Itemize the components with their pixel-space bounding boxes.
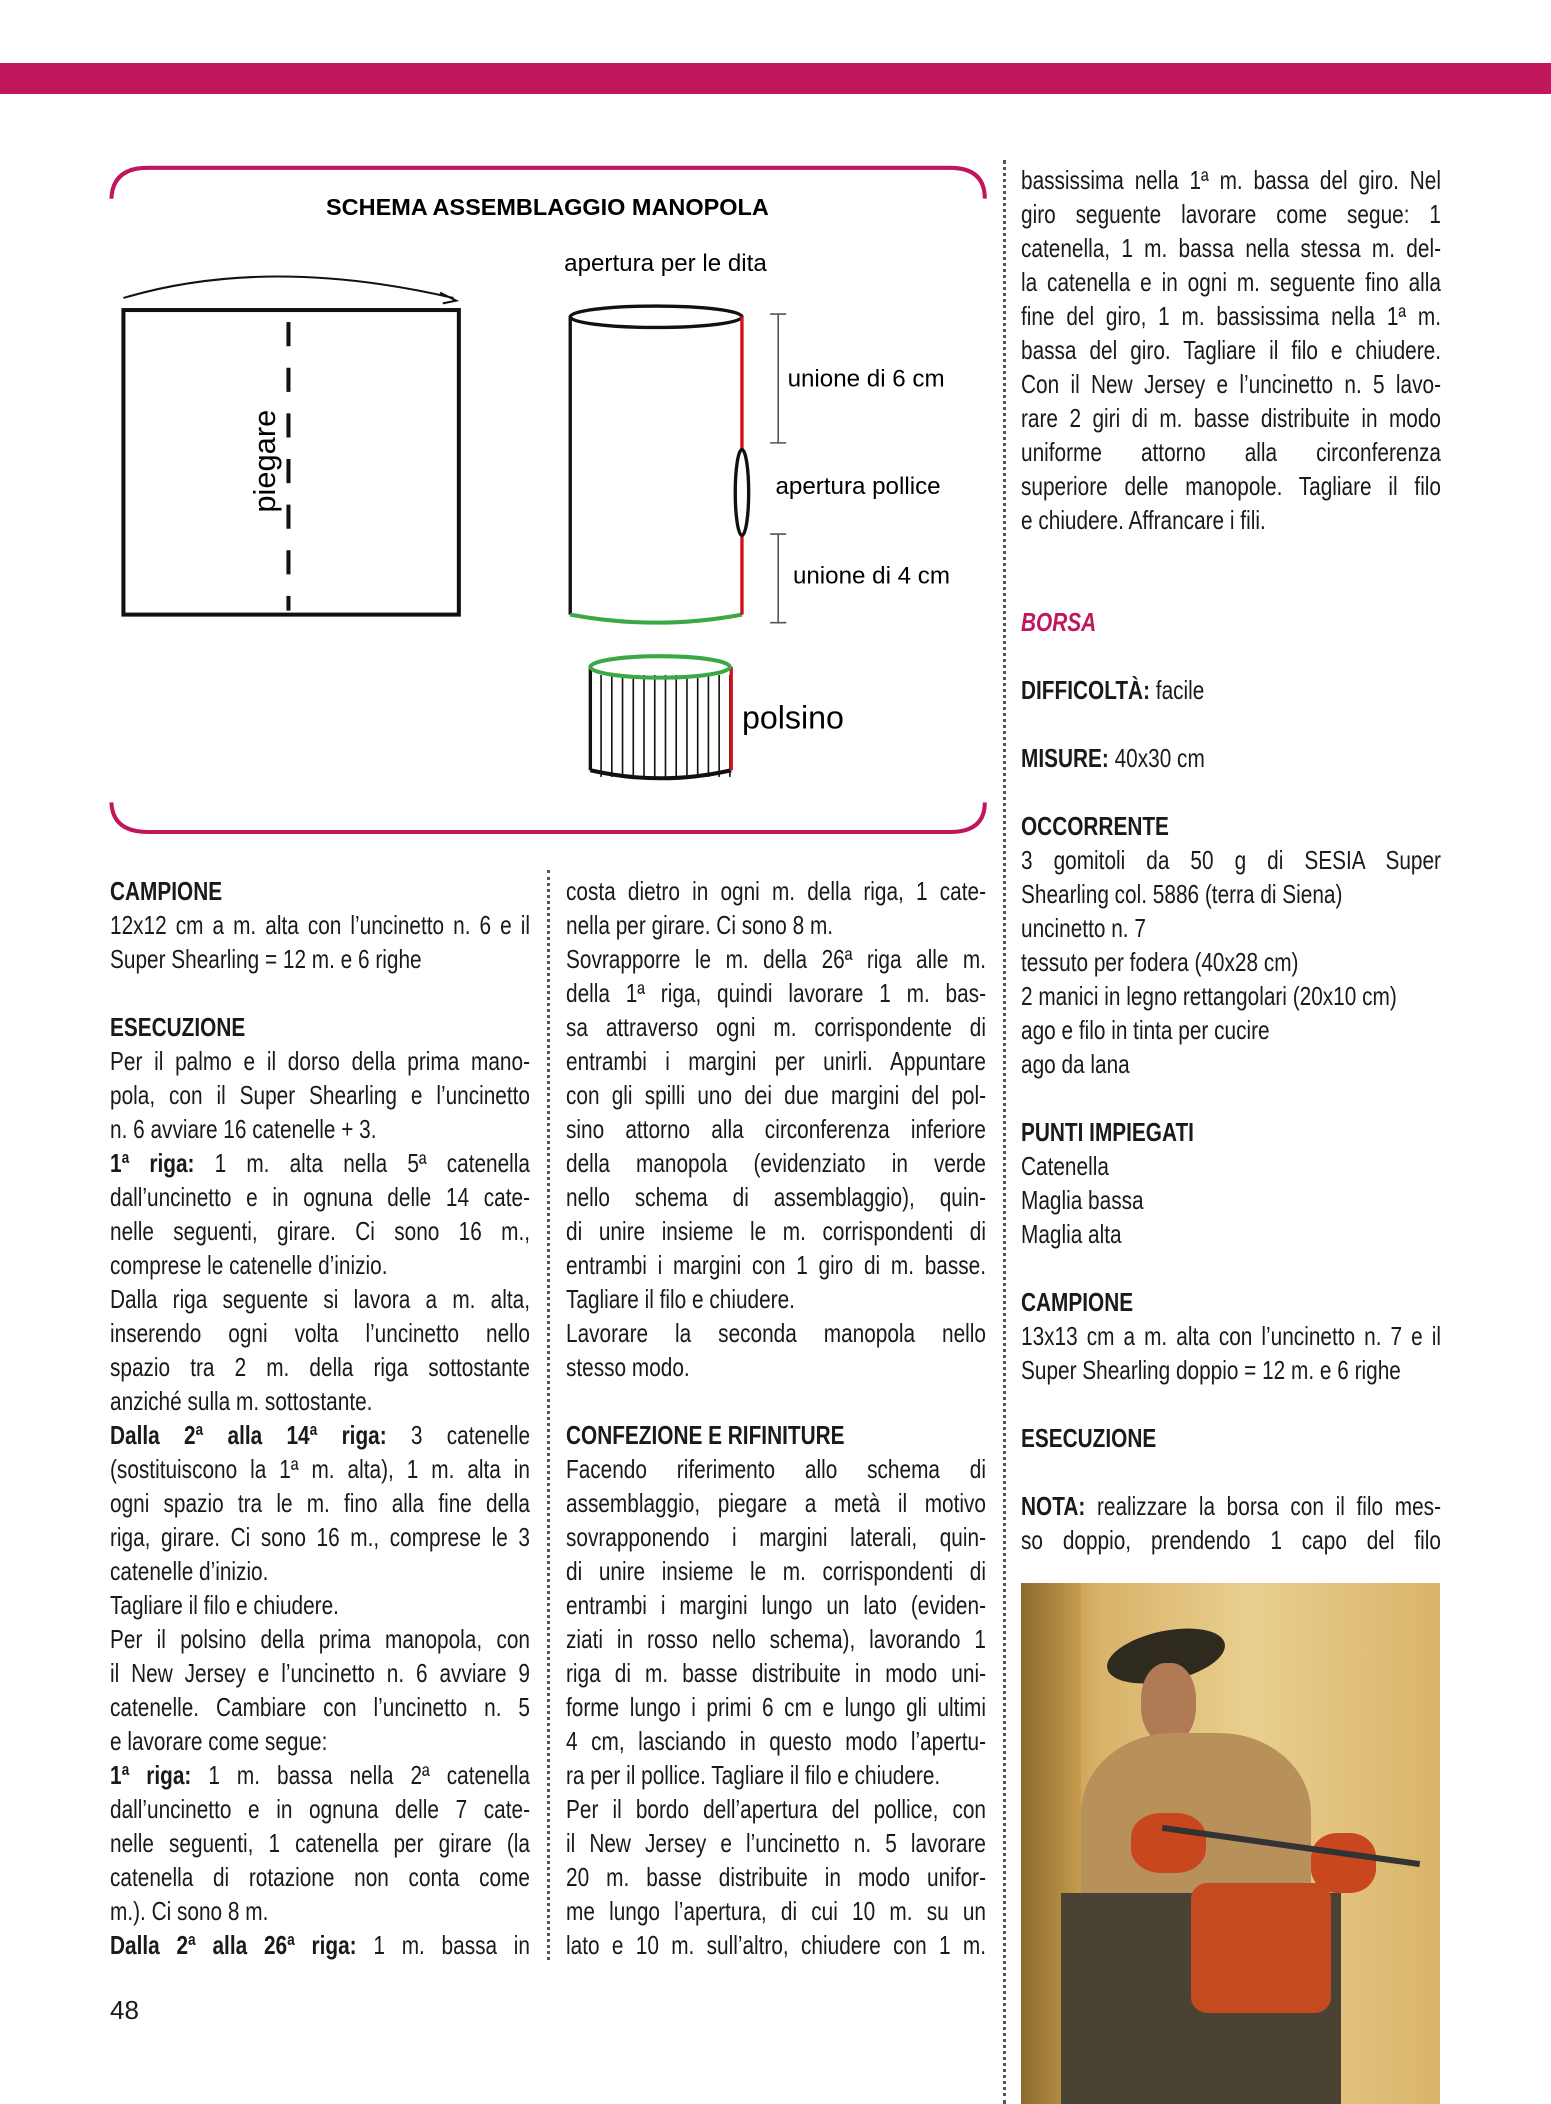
text-line: catenella, 1 m. bassa nella stessa m. del- bbox=[1021, 233, 1441, 263]
spacer bbox=[1021, 1081, 1441, 1115]
text-line: catenella di rotazione non conta come bbox=[110, 1862, 530, 1892]
text-line: rare 2 giri di m. basse distribuite in modo bbox=[1021, 403, 1441, 433]
cuff-label: polsino bbox=[741, 699, 844, 736]
bold-lead: DIFFICOLTÀ: bbox=[1021, 675, 1151, 705]
text-line: ziati in rosso nello schema), lavorando 1 bbox=[566, 1624, 986, 1654]
text-line: catenelle d’inizio. bbox=[110, 1556, 269, 1586]
text-line: n. 6 avviare 16 catenelle + 3. bbox=[110, 1114, 377, 1144]
text-line: anziché sulla m. sottostante. bbox=[110, 1386, 373, 1416]
line-text: 1 m. bassa nella 2ª catenella bbox=[191, 1760, 530, 1790]
line-text: realizzare la borsa con il filo mes- bbox=[1085, 1491, 1441, 1521]
dimension-6cm bbox=[770, 314, 786, 443]
bold-lead: Dalla 2ª alla 26ª riga: bbox=[110, 1930, 357, 1960]
text-line: di unire insieme le m. corrispondenti di bbox=[566, 1216, 986, 1246]
text-line: comprese le catenelle d’inizio. bbox=[110, 1250, 388, 1280]
text-line: riga, girare. Ci sono 16 m., comprese le 3 bbox=[110, 1522, 530, 1552]
cuff-piece bbox=[590, 656, 731, 778]
text-line bbox=[110, 1928, 530, 1962]
thumb-opening-label: apertura pollice bbox=[775, 472, 941, 500]
text-line: Tagliare il filo e chiudere. bbox=[110, 1590, 339, 1620]
text-line: Sovrapporre le m. della 26ª riga alle m. bbox=[566, 944, 986, 974]
text-line bbox=[1021, 741, 1441, 775]
thumb-opening bbox=[735, 450, 748, 536]
text-line: con gli spilli uno dei due margini del pol- bbox=[566, 1080, 986, 1110]
text-line: assemblaggio, piegare a metà il motivo bbox=[566, 1488, 986, 1518]
text-line: Maglia alta bbox=[1021, 1219, 1122, 1249]
text-line: Shearling col. 5886 (terra di Siena) bbox=[1021, 879, 1343, 909]
text-line: stesso modo. bbox=[566, 1352, 690, 1382]
text-line: Tagliare il filo e chiudere. bbox=[566, 1284, 795, 1314]
text-line: 13x13 cm a m. alta con l’uncinetto n. 7 e il bbox=[1021, 1321, 1441, 1351]
bold-lead: Dalla 2ª alla 14ª riga: bbox=[110, 1420, 387, 1450]
text-line: 12x12 cm a m. alta con l’uncinetto n. 6 e il bbox=[110, 910, 530, 940]
text-line: sa attraverso ogni m. corrispondente di bbox=[566, 1012, 986, 1042]
bag bbox=[1191, 1883, 1331, 2013]
text-line: 20 m. basse distribuite in modo unifor- bbox=[566, 1862, 986, 1892]
text-line: lato e 10 m. sull’altro, chiudere con 1 m. bbox=[566, 1930, 986, 1960]
text-line: m.). Ci sono 8 m. bbox=[110, 1896, 269, 1926]
text-line: spazio tra 2 m. della riga sottostante bbox=[110, 1352, 530, 1382]
header-color-bar bbox=[0, 63, 1551, 94]
mitten-flat-piece bbox=[123, 310, 458, 615]
line-text: 3 catenelle bbox=[386, 1420, 530, 1450]
column-divider-2 bbox=[1003, 160, 1006, 2104]
cylinder-bottom-green-seam bbox=[570, 615, 742, 623]
text-line: uniforme attorno alla circonferenza bbox=[1021, 437, 1441, 467]
text-line: Per il palmo e il dorso della prima mano- bbox=[110, 1046, 530, 1076]
text-line: il New Jersey e l’uncinetto n. 5 lavorare bbox=[566, 1828, 986, 1858]
text-line: ogni spazio tra le m. fino alla fine della bbox=[110, 1488, 530, 1518]
text-line: ago da lana bbox=[1021, 1049, 1130, 1079]
text-line: Per il polsino della prima manopola, con bbox=[110, 1624, 530, 1654]
text-line: di unire insieme le m. corrispondenti di bbox=[566, 1556, 986, 1586]
bold-lead: MISURE: bbox=[1021, 743, 1109, 773]
text-line: 3 gomitoli da 50 g di SESIA Super bbox=[1021, 845, 1441, 875]
section-heading: BORSA bbox=[1021, 607, 1097, 637]
text-line: forme lungo i primi 6 cm e lungo gli ultimi bbox=[566, 1692, 986, 1722]
spacer bbox=[1021, 707, 1441, 741]
text-line: me lungo l’apertura, di cui 10 m. su un bbox=[566, 1896, 986, 1926]
text-line: dall’uncinetto e in ognuna delle 14 cate- bbox=[110, 1182, 530, 1212]
bold-lead: 1ª riga: bbox=[110, 1760, 192, 1790]
text-line: Super Shearling doppio = 12 m. e 6 righe bbox=[1021, 1355, 1401, 1385]
text-line: riga di m. basse distribuite in modo uni- bbox=[566, 1658, 986, 1688]
spacer bbox=[1021, 537, 1441, 571]
text-line bbox=[110, 1418, 530, 1452]
section-heading: CAMPIONE bbox=[110, 876, 223, 906]
text-line: fine del giro, 1 m. bassissima nella 1ª m. bbox=[1021, 301, 1441, 331]
text-line bbox=[1021, 1489, 1441, 1523]
fold-arrow-icon bbox=[123, 277, 456, 304]
diagram-title: SCHEMA ASSEMBLAGGIO MANOPOLA bbox=[326, 193, 769, 220]
text-line: giro seguente lavorare come segue: 1 bbox=[1021, 199, 1441, 229]
text-line: nelle seguenti, 1 catenella per girare (la bbox=[110, 1828, 530, 1858]
text-line: della manopola (evidenziato in verde bbox=[566, 1148, 986, 1178]
text-line: inserendo ogni volta l’uncinetto nello bbox=[110, 1318, 530, 1348]
text-line bbox=[110, 1758, 530, 1792]
join-4cm-label: unione di 4 cm bbox=[792, 562, 950, 590]
fold-label: piegare bbox=[247, 409, 283, 513]
text-line: catenelle. Cambiare con l’uncinetto n. 5 bbox=[110, 1692, 530, 1722]
text-line: entrambi i margini lungo un lato (eviden- bbox=[566, 1590, 986, 1620]
line-text: 1 m. bassa in bbox=[356, 1930, 530, 1960]
join-6cm-label: unione di 6 cm bbox=[787, 365, 945, 393]
text-column-2 bbox=[566, 874, 986, 1962]
text-line: superiore delle manopole. Tagliare il filo bbox=[1021, 471, 1441, 501]
text-line: Super Shearling = 12 m. e 6 righe bbox=[110, 944, 422, 974]
text-line: sino attorno alla circonferenza inferiore bbox=[566, 1114, 986, 1144]
line-text: facile bbox=[1150, 675, 1205, 705]
section-heading: ESECUZIONE bbox=[1021, 1423, 1157, 1453]
text-line: 2 manici in legno rettangolari (20x10 cm) bbox=[1021, 981, 1397, 1011]
text-line: la catenella e in ogni m. seguente fino alla bbox=[1021, 267, 1441, 297]
text-line: e chiudere. Affrancare i fili. bbox=[1021, 505, 1266, 535]
text-line: Lavorare la seconda manopola nello bbox=[566, 1318, 986, 1348]
spacer bbox=[1021, 571, 1441, 605]
spacer bbox=[110, 976, 530, 1010]
text-line: e lavorare come segue: bbox=[110, 1726, 328, 1756]
bold-lead: 1ª riga: bbox=[110, 1148, 195, 1178]
text-line: pola, con il Super Shearling e l’uncinetto bbox=[110, 1080, 530, 1110]
column-divider-1 bbox=[547, 870, 550, 1960]
text-line: dall’uncinetto e in ognuna delle 7 cate- bbox=[110, 1794, 530, 1824]
text-line: ra per il pollice. Tagliare il filo e chiudere. bbox=[566, 1760, 941, 1790]
cylinder-top bbox=[570, 306, 742, 327]
bold-lead: NOTA: bbox=[1021, 1491, 1086, 1521]
model-photo bbox=[1021, 1583, 1440, 2104]
section-heading: CONFEZIONE E RIFINITURE bbox=[566, 1420, 845, 1450]
text-line: nello schema di assemblaggio), quin- bbox=[566, 1182, 986, 1212]
text-line: costa dietro in ogni m. della riga, 1 cate- bbox=[566, 876, 986, 906]
spacer bbox=[1021, 1387, 1441, 1421]
text-line: bassissima nella 1ª m. bassa del giro. Nel bbox=[1021, 165, 1441, 195]
text-line: Maglia bassa bbox=[1021, 1185, 1144, 1215]
line-text: 1 m. alta nella 5ª catenella bbox=[194, 1148, 530, 1178]
text-line: uncinetto n. 7 bbox=[1021, 913, 1146, 943]
text-line: il New Jersey e l’uncinetto n. 6 avviare 9 bbox=[110, 1658, 530, 1688]
text-column-1 bbox=[110, 874, 530, 1962]
text-line: bassa del giro. Tagliare il filo e chiudere. bbox=[1021, 335, 1441, 365]
diagram-bottom-border bbox=[111, 802, 984, 832]
text-line bbox=[1021, 673, 1441, 707]
page-number: 48 bbox=[110, 1995, 139, 2025]
dimension-4cm bbox=[770, 534, 786, 623]
spacer bbox=[566, 1384, 986, 1418]
diagram-top-border bbox=[111, 168, 984, 199]
text-line bbox=[110, 1146, 530, 1180]
section-heading: PUNTI IMPIEGATI bbox=[1021, 1117, 1194, 1147]
spacer bbox=[1021, 1455, 1441, 1489]
section-heading: OCCORRENTE bbox=[1021, 811, 1169, 841]
finger-opening-label: apertura per le dita bbox=[564, 250, 767, 278]
text-line: ago e filo in tinta per cucire bbox=[1021, 1015, 1270, 1045]
spacer bbox=[1021, 639, 1441, 673]
text-line: Per il bordo dell’apertura del pollice, con bbox=[566, 1794, 986, 1824]
section-heading: ESECUZIONE bbox=[110, 1012, 246, 1042]
text-line: nelle seguenti, girare. Ci sono 16 m., bbox=[110, 1216, 530, 1246]
text-line: entrambi i margini per unirli. Appuntare bbox=[566, 1046, 986, 1076]
text-line: della 1ª riga, quindi lavorare 1 m. bas- bbox=[566, 978, 986, 1008]
spacer bbox=[1021, 775, 1441, 809]
face bbox=[1141, 1663, 1196, 1743]
text-line: Facendo riferimento allo schema di bbox=[566, 1454, 986, 1484]
text-line: so doppio, prendendo 1 capo del filo bbox=[1021, 1525, 1441, 1555]
text-line: nella per girare. Ci sono 8 m. bbox=[566, 910, 834, 940]
mitten-left bbox=[1131, 1813, 1206, 1873]
text-line: 4 cm, lasciando in questo modo l’apertu- bbox=[566, 1726, 986, 1756]
text-line: sovrapponendo i margini laterali, quin- bbox=[566, 1522, 986, 1552]
text-line: Catenella bbox=[1021, 1151, 1109, 1181]
text-line: (sostituiscono la 1ª m. alta), 1 m. alta in bbox=[110, 1454, 530, 1484]
spacer bbox=[1021, 1251, 1441, 1285]
text-line: tessuto per fodera (40x28 cm) bbox=[1021, 947, 1299, 977]
text-line: entrambi i margini con 1 giro di m. basse. bbox=[566, 1250, 986, 1280]
section-heading: CAMPIONE bbox=[1021, 1287, 1134, 1317]
text-line: Con il New Jersey e l’uncinetto n. 5 lavo- bbox=[1021, 369, 1441, 399]
line-text: 40x30 cm bbox=[1108, 743, 1205, 773]
text-line: Dalla riga seguente si lavora a m. alta, bbox=[110, 1284, 530, 1314]
text-column-3 bbox=[1021, 163, 1441, 1557]
